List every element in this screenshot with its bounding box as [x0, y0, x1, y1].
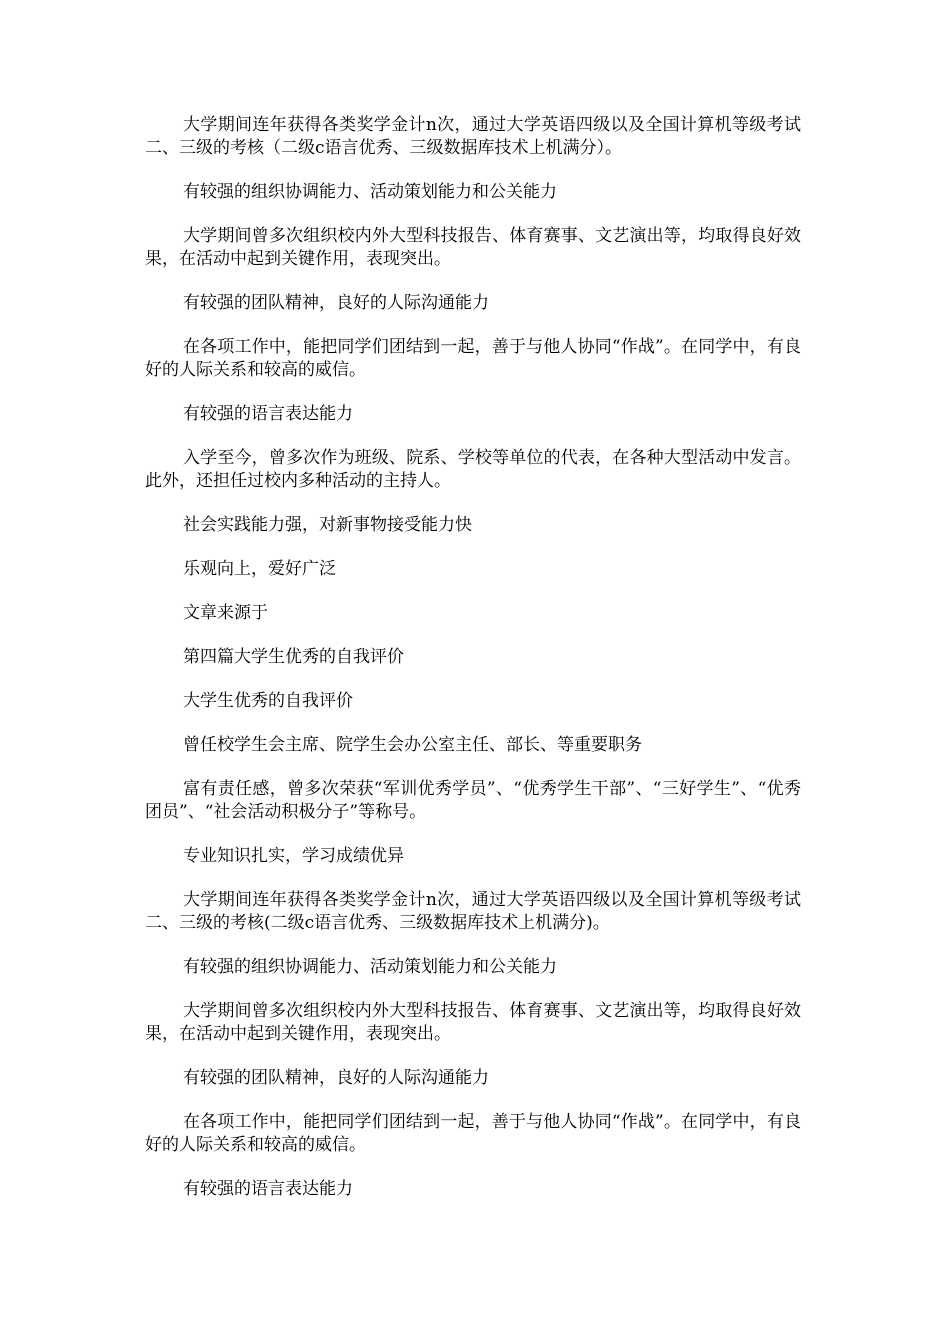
body-paragraph: 在各项工作中，能把同学们团结到一起，善于与他人协同“作战”。在同学中，有良好的人际关系和较高的威信。 — [145, 337, 801, 380]
section-heading: 有较强的团队精神，良好的人际沟通能力 — [183, 293, 489, 313]
section-heading: 乐观向上，爱好广泛 — [183, 559, 336, 579]
section-heading: 有较强的组织协调能力、活动策划能力和公关能力 — [183, 182, 557, 202]
body-paragraph: 入学至今，曾多次作为班级、院系、学校等单位的代表，在各种大型活动中发言。此外，还担任过校内多种活动的主持人。 — [145, 448, 801, 491]
body-paragraph: 大学期间曾多次组织校内外大型科技报告、体育赛事、文艺演出等，均取得良好效果，在活动中起到关键作用，表现突出。 — [145, 226, 801, 269]
body-paragraph: 大学期间连年获得各类奖学金计n次，通过大学英语四级以及全国计算机等级考试二、三级的考核(二级c语言优秀、三级数据库技术上机满分)。 — [145, 890, 801, 933]
body-paragraph: 富有责任感，曾多次荣获“军训优秀学员”、“优秀学生干部”、“三好学生”、“优秀团员”、“社会活动积极分子”等称号。 — [145, 779, 801, 822]
body-paragraph: 在各项工作中，能把同学们团结到一起，善于与他人协同“作战”。在同学中，有良好的人际关系和较高的威信。 — [145, 1112, 801, 1155]
source-line: 文章来源于 — [183, 603, 268, 623]
article-subtitle: 大学生优秀的自我评价 — [183, 691, 353, 711]
section-heading: 有较强的组织协调能力、活动策划能力和公关能力 — [183, 957, 557, 977]
section-heading: 有较强的团队精神，良好的人际沟通能力 — [183, 1068, 489, 1088]
section-heading: 专业知识扎实，学习成绩优异 — [183, 846, 404, 866]
section-heading: 社会实践能力强，对新事物接受能力快 — [183, 515, 472, 535]
document-body — [145, 114, 801, 1222]
section-heading: 有较强的语言表达能力 — [183, 404, 353, 424]
article-title: 第四篇大学生优秀的自我评价 — [183, 647, 404, 667]
section-heading: 有较强的语言表达能力 — [183, 1179, 353, 1199]
body-paragraph: 曾任校学生会主席、院学生会办公室主任、部长、等重要职务 — [183, 735, 642, 755]
body-paragraph: 大学期间曾多次组织校内外大型科技报告、体育赛事、文艺演出等，均取得良好效果，在活动中起到关键作用，表现突出。 — [145, 1001, 801, 1044]
body-paragraph: 大学期间连年获得各类奖学金计n次，通过大学英语四级以及全国计算机等级考试二、三级的考核（二级c语言优秀、三级数据库技术上机满分）。 — [145, 115, 801, 158]
